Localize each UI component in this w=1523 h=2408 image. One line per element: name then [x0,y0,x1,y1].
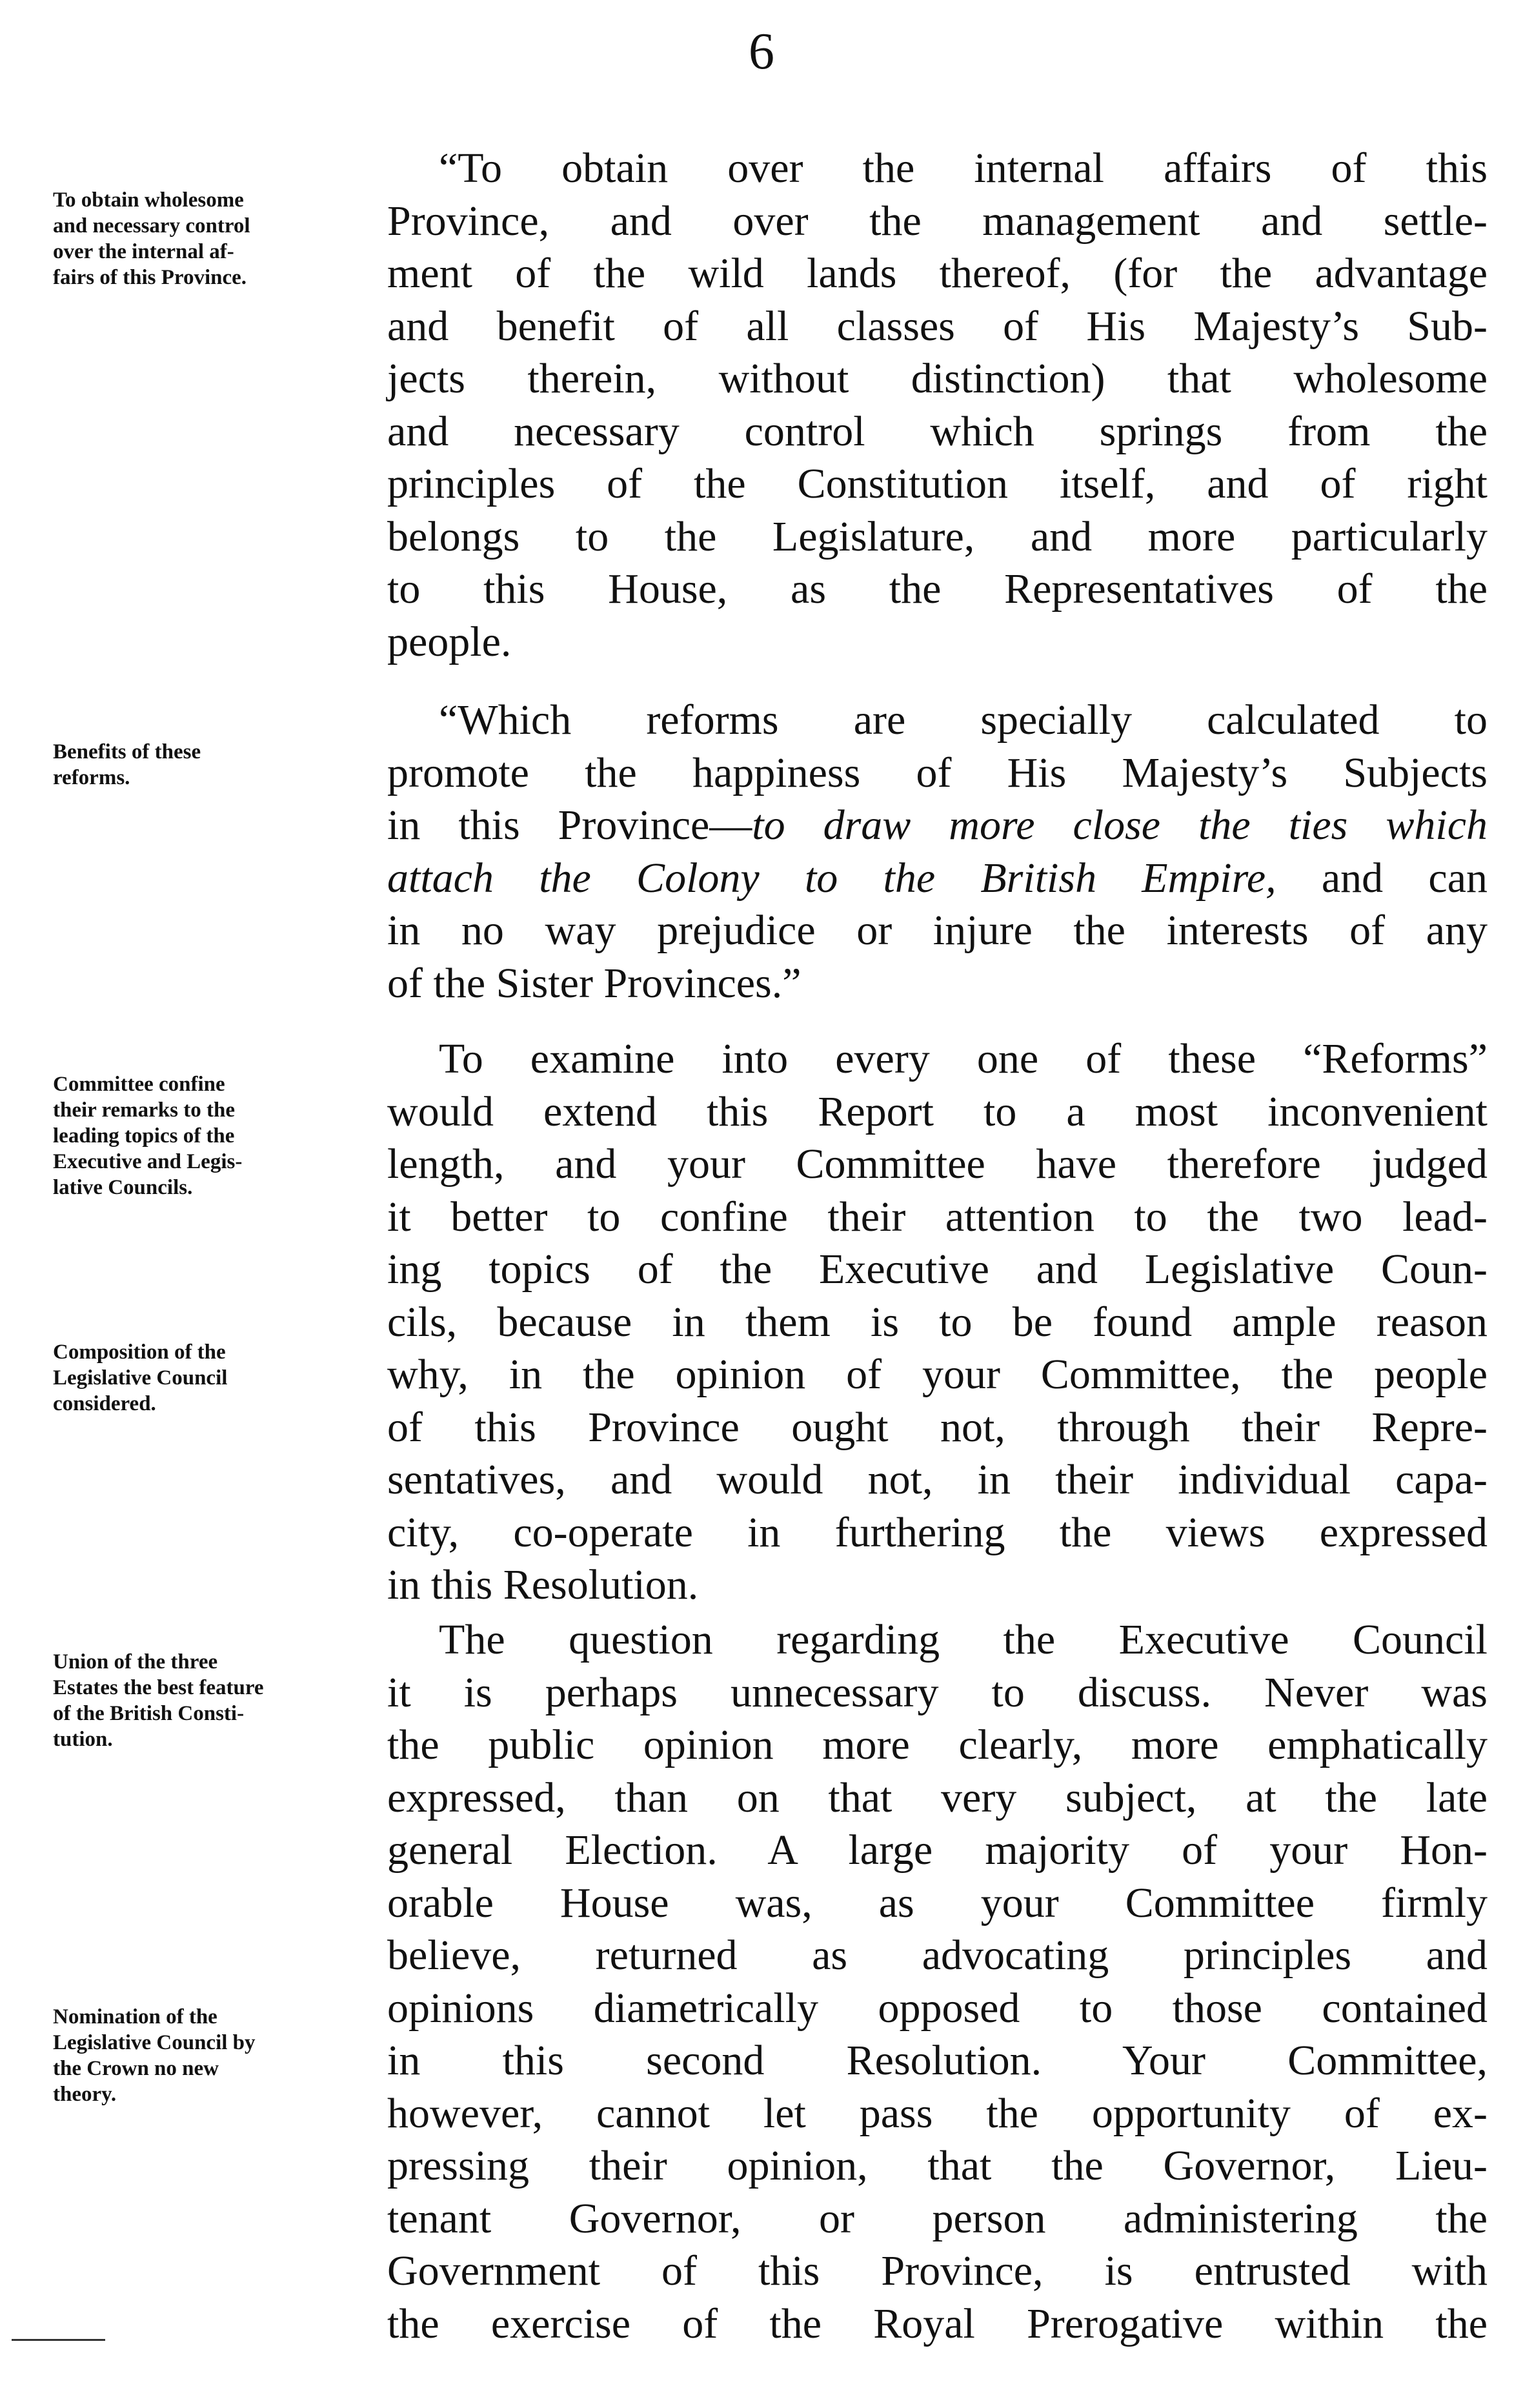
text-line: people. [387,618,512,665]
text-line: would extend this Report to a most inconvenient [387,1088,1488,1135]
margin-note-line: Estates the best feature [53,1676,264,1699]
margin-note-line: To obtain wholesome [53,188,244,212]
margin-note-committee [53,1071,376,1200]
margin-note-line: Composition of the [53,1341,226,1364]
text-line: the public opinion more clearly, more emphatically [387,1721,1488,1768]
margin-note-line: of the British Consti- [53,1702,245,1725]
text-line: of the Sister Provinces.” [387,959,802,1007]
margin-note-line: and necessary control [53,214,250,238]
margin-note-line: fairs of this Province. [53,266,247,289]
text-line: cils, because in them is to be found ample reason [387,1298,1488,1346]
text-line: in this Resolution. [387,1561,699,1608]
margin-note-line: Legislative Council by [53,2031,256,2054]
text-line: belongs to the Legislature, and more particularly [387,512,1488,560]
text-line: of this Province ought not, through their Repre- [387,1403,1488,1451]
text-line: it is perhaps unnecessary to discuss. Never was [387,1668,1488,1716]
text-line: jects therein, without distinction) that wholesome [387,355,1488,402]
margin-note-line: reforms. [53,766,130,789]
page-number: 6 [749,23,774,80]
text-line: in this second Resolution. Your Committee, [387,2037,1488,2084]
text-line: pressing their opinion, that the Governor, Lieu- [387,2142,1488,2189]
margin-note-line: considered. [53,1392,156,1415]
text-line: tenant Governor, or person administering the [387,2194,1488,2242]
text-line: ing topics of the Executive and Legislative Coun- [387,1246,1488,1293]
text-line: and benefit of all classes of His Majesty’s Sub- [387,302,1488,350]
text-line: opinions diametrically opposed to those contained [387,1984,1488,2032]
text-line: in no way prejudice or injure the interests of any [387,907,1488,954]
text-line: sentatives, and would not, in their individual capa- [387,1456,1488,1503]
margin-note-line: Nomination of the [53,2005,217,2029]
paragraph-3 [387,1033,1488,1612]
text-line: ment of the wild lands thereof, (for the advantage [387,250,1488,297]
text-line: The question regarding the Executive Council [439,1616,1488,1663]
margin-note-nomination [53,2004,376,2107]
paragraph-2 [387,694,1488,1009]
margin-rule [12,2339,105,2341]
text-line: “Which reforms are specially calculated to [439,696,1488,744]
margin-note-benefits [53,739,376,791]
text-line: length, and your Committee have therefore judged [387,1140,1488,1188]
margin-note-line: over the internal af- [53,240,234,263]
text-line: promote the happiness of His Majesty’s Subjects [387,749,1488,796]
margin-note-control [53,187,376,290]
margin-note-line: Committee confine [53,1073,225,1096]
text-line: To examine into every one of these “Reforms” [439,1035,1488,1082]
text-line: and necessary control which springs from the [387,407,1488,455]
text-line-italic-3: in this Province—to draw more close the ties which [387,802,1488,849]
margin-note-line: Legislative Council [53,1366,228,1390]
margin-note-composition [53,1339,376,1417]
margin-note-line: Benefits of these [53,740,201,764]
text-line: to this House, as the Representatives of the [387,565,1488,612]
text-line: why, in the opinion of your Committee, the people [387,1351,1488,1398]
margin-note-union [53,1649,376,1752]
text-line: the exercise of the Royal Prerogative within the [387,2300,1488,2347]
text-line: city, co-operate in furthering the views expressed [387,1508,1488,1556]
margin-note-line: Union of the three [53,1650,218,1674]
paragraph-1 [387,142,1488,668]
margin-note-line: tution. [53,1728,113,1751]
text-line: general Election. A large majority of your Hon- [387,1826,1488,1874]
margin-note-line: leading topics of the [53,1124,235,1148]
text-line: principles of the Constitution itself, and of right [387,460,1488,507]
margin-note-line: theory. [53,2083,117,2106]
text-line: Government of this Province, is entrusted with [387,2247,1488,2294]
text-line: orable House was, as your Committee firmly [387,1879,1488,1927]
margin-note-line: lative Councils. [53,1176,193,1199]
text-line: it better to confine their attention to the two lead- [387,1193,1488,1240]
text-line: Province, and over the management and settle- [387,197,1488,245]
text-line: however, cannot let pass the opportunity of ex- [387,2089,1488,2137]
margin-note-line: Executive and Legis- [53,1150,243,1173]
paragraph-4 [387,1614,1488,2350]
text-line: “To obtain over the internal affairs of this [439,145,1488,192]
text-line-italic-4: attach the Colony to the British Empire, and can [387,854,1488,902]
text-line: expressed, than on that very subject, at the late [387,1774,1488,1821]
margin-note-line: the Crown no new [53,2057,219,2080]
margin-note-line: their remarks to the [53,1098,235,1122]
text-line: believe, returned as advocating principles and [387,1932,1488,1979]
